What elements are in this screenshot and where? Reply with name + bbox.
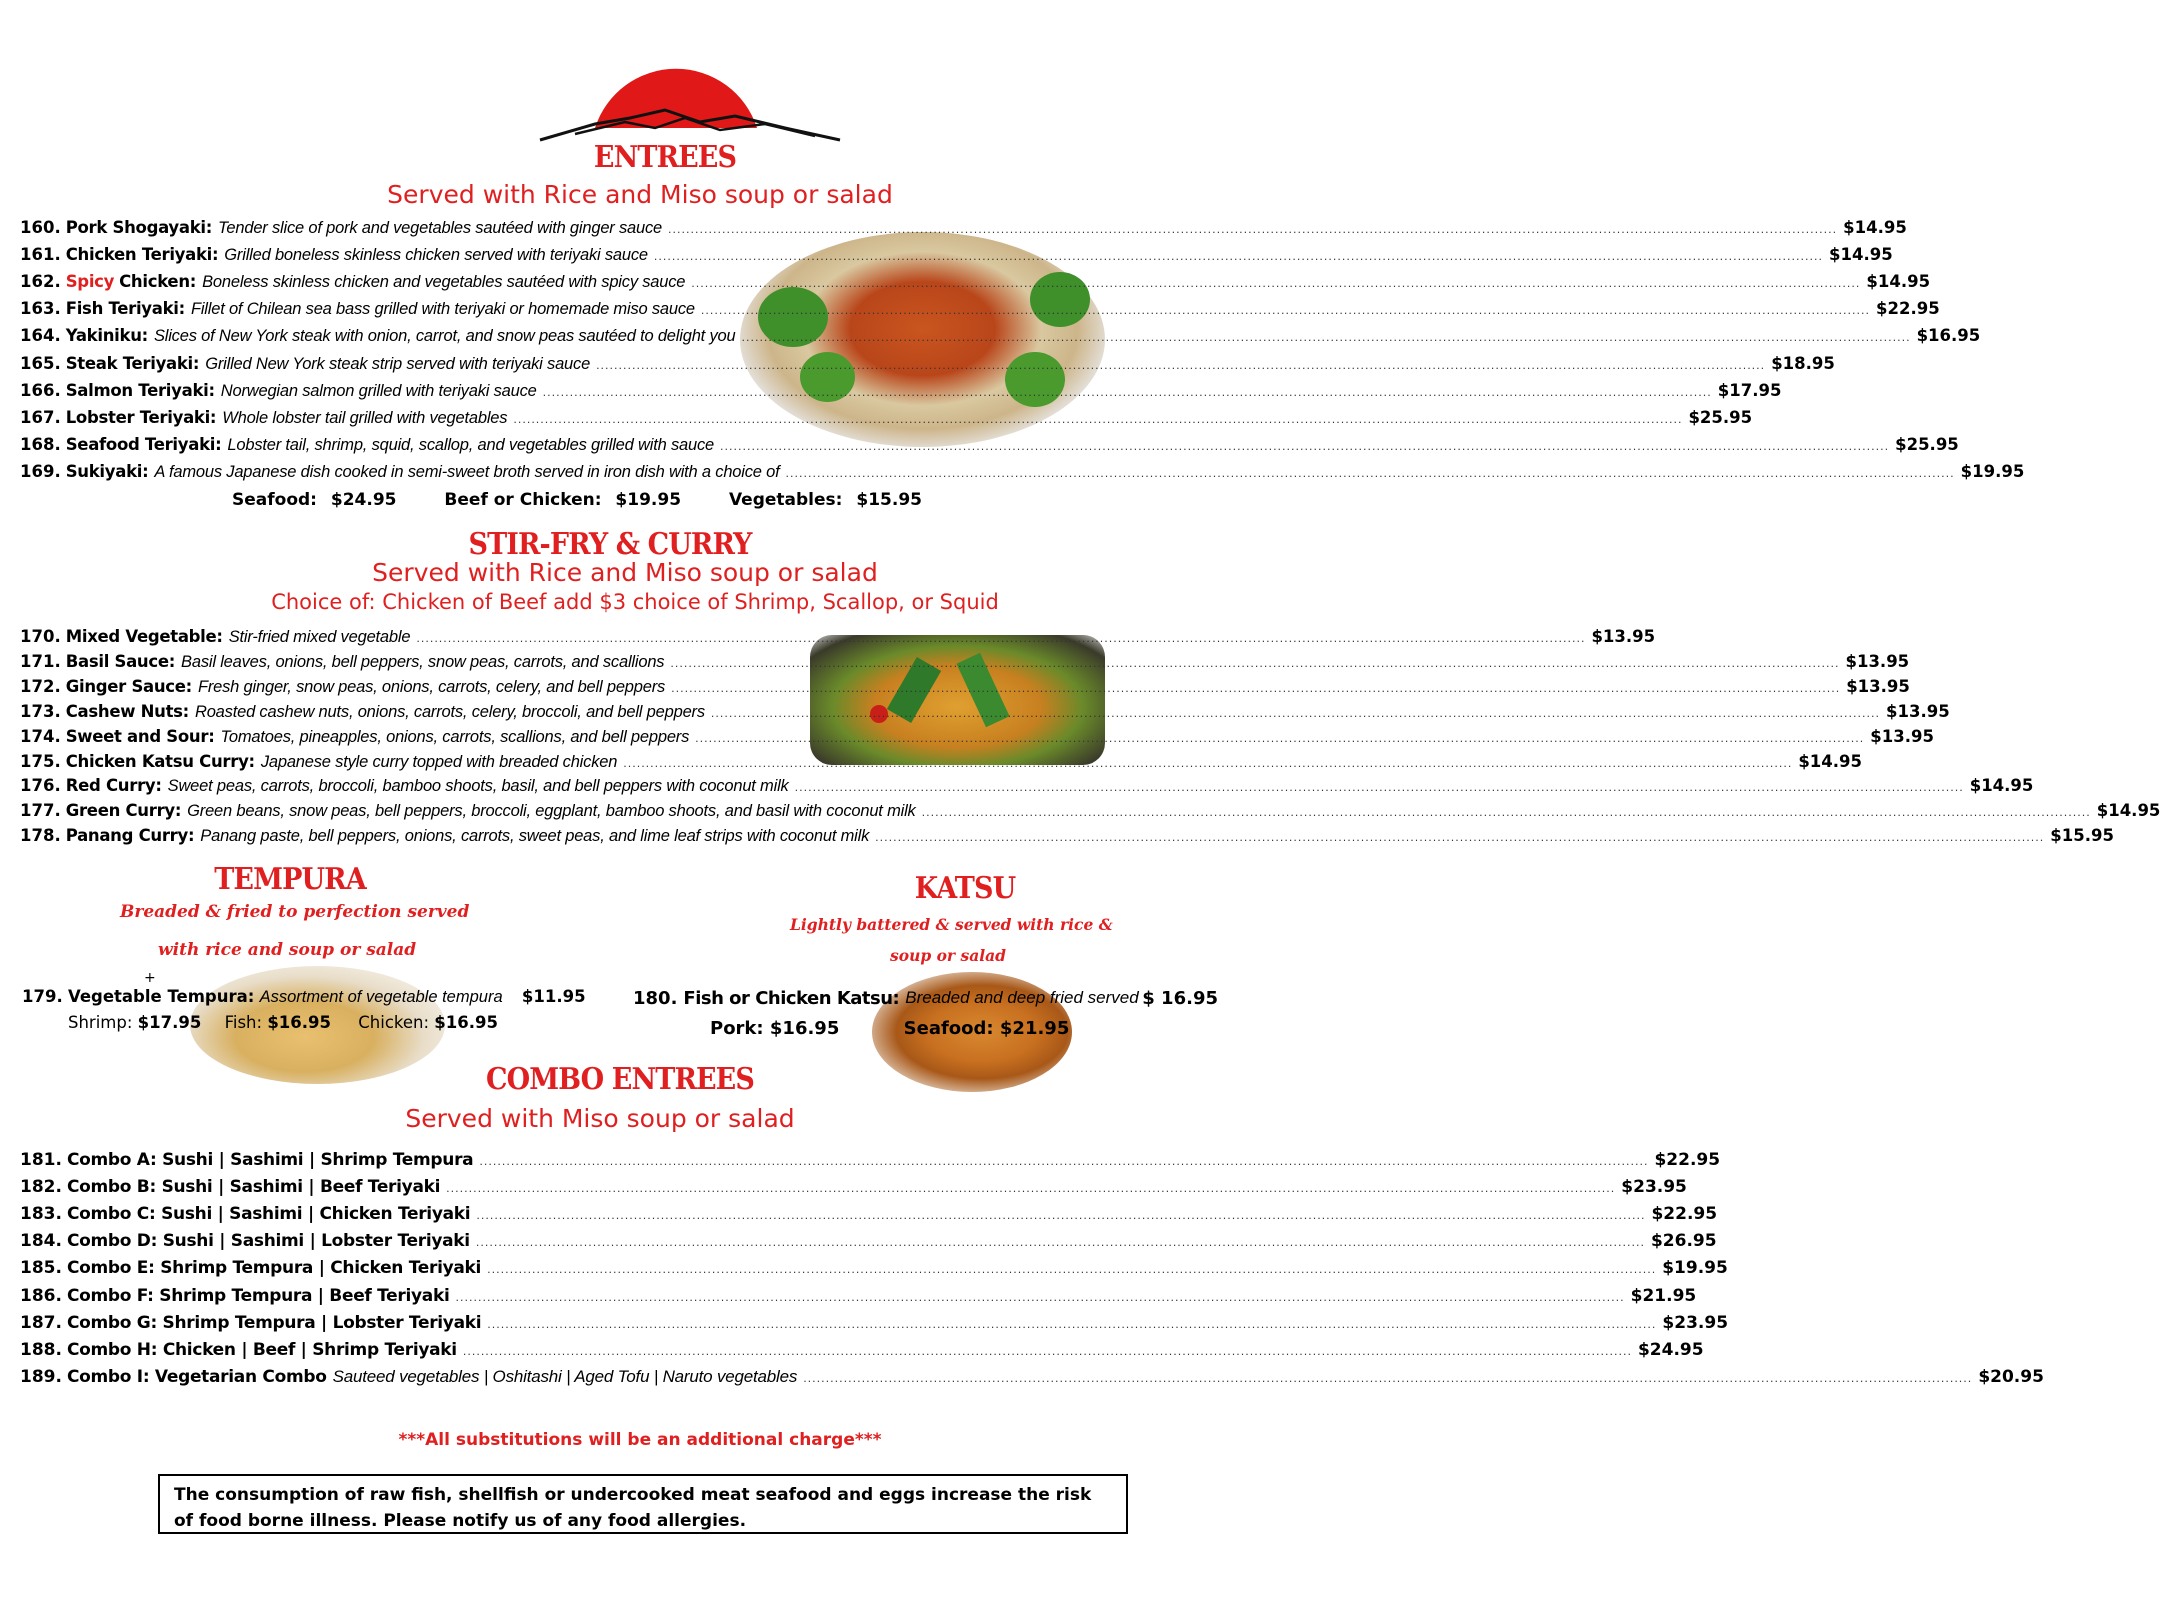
item-number: 163. (20, 299, 61, 319)
item-price: $13.95 (1886, 701, 1950, 721)
item-number: 173. (20, 701, 61, 721)
dot-leader: .................................................................................................................................................................................................................................................................... (719, 439, 1890, 453)
entrees-subtitle: Served with Rice and Miso soup or salad (387, 180, 893, 209)
item-price: $25.95 (1688, 407, 1753, 427)
dot-leader: .................................................................................................................................................................................................................................................................... (670, 656, 1840, 670)
item-description: Sweet peas, carrots, broccoli, bamboo shoots, basil, and bell peppers with coconut milk (167, 777, 789, 796)
item-description: Green beans, snow peas, bell peppers, broccoli, eggplant, bamboo shoots, and basil with coconut milk (187, 802, 916, 821)
item-number: 187. (20, 1312, 62, 1333)
item-price: $14.95 (1866, 272, 1931, 292)
entree-row (20, 407, 1753, 434)
item-name: Combo B: Sushi | Sashimi | Beef Teriyaki (66, 1177, 441, 1198)
item-price: $23.95 (1621, 1177, 1687, 1198)
katsu-pork-price: $16.95 (769, 1018, 840, 1039)
item-number: 182. (20, 1177, 62, 1198)
item-number: 171. (20, 651, 61, 671)
item-description: Tomatoes, pineapples, onions, carrots, scallions, and bell peppers (220, 727, 690, 746)
combo-subtitle: Served with Miso soup or salad (405, 1104, 795, 1133)
item-description: Fresh ginger, snow peas, onions, carrots, celery, and bell peppers (197, 677, 666, 696)
entree-row (20, 353, 1835, 380)
dot-leader: .................................................................................................................................................................................................................................................................... (671, 681, 1841, 695)
item-price: $19.95 (1960, 461, 2025, 481)
dot-leader: .................................................................................................................................................................................................................................................................... (875, 831, 2045, 845)
item-number: 167. (20, 407, 61, 427)
item-number: 169. (20, 461, 61, 481)
tempura-title: TEMPURA (214, 862, 366, 897)
katsu-item-num: 180. (633, 988, 678, 1009)
combo-row (20, 1150, 1721, 1176)
item-number: 162. (20, 272, 61, 292)
sukiyaki-veg-price: $15.95 (856, 490, 922, 510)
stirfry-row (20, 726, 1934, 753)
item-number: 161. (20, 245, 61, 265)
dot-leader: .................................................................................................................................................................................................................................................................... (513, 412, 1683, 426)
katsu-item-name: Fish or Chicken Katsu: (683, 988, 900, 1009)
stirfry-title: STIR-FRY & CURRY (468, 527, 752, 562)
item-name: Combo H: Chicken | Beef | Shrimp Teriyaki (66, 1339, 457, 1360)
tempura-fish-price: $16.95 (267, 1013, 331, 1032)
entree-row (20, 218, 1907, 244)
dot-leader: .................................................................................................................................................................................................................................................................... (462, 1344, 1632, 1358)
sukiyaki-veg-label: Vegetables: (728, 490, 843, 510)
dot-leader: .................................................................................................................................................................................................................................................................... (668, 223, 1838, 236)
combo-row (20, 1285, 1697, 1312)
item-name: Ginger Sauce: (65, 676, 192, 696)
entree-row (20, 380, 1782, 407)
sukiyaki-options (232, 490, 922, 510)
item-name: Salmon Teriyaki: (65, 380, 215, 400)
katsu-options (710, 1018, 1069, 1039)
sukiyaki-beef-price: $19.95 (615, 490, 682, 510)
tempura-options (68, 1013, 498, 1032)
dot-leader: .................................................................................................................................................................................................................................................................... (691, 277, 1861, 291)
item-number: 172. (20, 676, 61, 696)
dot-leader: .................................................................................................................................................................................................................................................................... (700, 304, 1871, 318)
stirfry-row (20, 826, 2114, 852)
stirfry-choice-note: Choice of: Chicken of Beef add $3 choice of Shrimp, Scallop, or Squid (271, 590, 999, 614)
item-description: Grilled boneless skinless chicken served with teriyaki sauce (224, 246, 648, 265)
item-number: 189. (20, 1366, 62, 1387)
item-name: Pork Shogayaki: (65, 218, 213, 237)
combo-row (20, 1366, 2044, 1393)
item-number: 166. (20, 380, 61, 400)
item-description: Japanese style curry topped with breaded chicken (260, 752, 618, 771)
stirfry-subtitle: Served with Rice and Miso soup or salad (372, 558, 878, 587)
item-name: Sukiyaki: (65, 461, 149, 481)
item-name: Combo E: Shrimp Tempura | Chicken Teriyaki (66, 1258, 482, 1279)
dot-leader: .................................................................................................................................................................................................................................................................... (479, 1155, 1649, 1168)
tempura-tagline-1: Breaded & fried to perfection served (120, 902, 470, 922)
item-description: Stir-fried mixed vegetable (228, 628, 411, 646)
dot-leader: .................................................................................................................................................................................................................................................................... (476, 1209, 1646, 1223)
item-number: 177. (20, 801, 61, 821)
item-name: Fish Teriyaki: (65, 299, 185, 319)
tempura-plus-mark: + (144, 970, 156, 986)
item-number: 185. (20, 1258, 62, 1279)
entree-row (20, 461, 2025, 488)
stirfry-row (20, 651, 1910, 678)
katsu-pork-label: Pork: (710, 1018, 764, 1039)
stirfry-row (20, 676, 1910, 703)
item-number: 188. (20, 1339, 62, 1360)
dot-leader: .................................................................................................................................................................................................................................................................... (794, 781, 1964, 795)
item-name: Steak Teriyaki: (65, 353, 200, 373)
item-description: Roasted cashew nuts, onions, carrots, celery, broccoli, and bell peppers (194, 702, 705, 721)
item-price: $25.95 (1895, 434, 1959, 454)
entree-row (20, 434, 1959, 461)
food-allergy-disclaimer: The consumption of raw fish, shellfish or undercooked meat seafood and eggs increase the risk of food borne illness. Please notify us of any food allergies. (158, 1474, 1128, 1534)
katsu-item (633, 988, 1218, 1009)
item-number: 165. (20, 353, 61, 373)
item-description: Sauteed vegetables | Oshitashi | Aged Tofu | Naruto vegetables (332, 1366, 798, 1386)
item-price: $18.95 (1771, 353, 1835, 373)
stirfry-row (20, 627, 1656, 653)
dot-leader: .................................................................................................................................................................................................................................................................... (455, 1290, 1625, 1304)
combo-row (20, 1231, 1717, 1257)
item-name: Chicken: (119, 272, 197, 292)
tempura-shrimp-label: Shrimp: (68, 1013, 133, 1032)
item-name: Combo I: Vegetarian Combo (66, 1366, 327, 1387)
item-description: Boneless skinless chicken and vegetables sautéed with spicy sauce (202, 273, 686, 292)
entree-row (20, 299, 1940, 325)
katsu-seafood-price: $21.95 (999, 1018, 1070, 1039)
dot-leader: .................................................................................................................................................................................................................................................................... (446, 1182, 1616, 1196)
item-price: $13.95 (1846, 676, 1910, 696)
item-name: Sweet and Sour: (65, 726, 215, 746)
dot-leader: .................................................................................................................................................................................................................................................................... (416, 632, 1586, 645)
item-description: Whole lobster tail grilled with vegetables (222, 408, 508, 427)
katsu-tagline-1: Lightly battered & served with rice & (790, 915, 1113, 934)
item-number: 160. (20, 218, 61, 237)
item-price: $13.95 (1870, 726, 1934, 746)
item-number: 183. (20, 1204, 62, 1225)
tempura-item-desc: Assortment of vegetable tempura (259, 988, 503, 1006)
item-description: Panang paste, bell peppers, onions, carrots, sweet peas, and lime leaf strips with coconut milk (200, 827, 870, 846)
item-description: Slices of New York steak with onion, carrot, and snow peas sautéed to delight you (153, 327, 736, 346)
entrees-title: ENTREES (593, 140, 737, 175)
item-price: $15.95 (2050, 826, 2114, 846)
dot-leader: .................................................................................................................................................................................................................................................................... (623, 756, 1793, 770)
item-name: Mixed Vegetable: (65, 627, 223, 646)
tempura-fish-label: Fish: (224, 1013, 263, 1032)
dot-leader: .................................................................................................................................................................................................................................................................... (695, 731, 1865, 745)
item-price: $14.95 (1829, 245, 1893, 265)
tempura-item-price: $11.95 (521, 987, 586, 1006)
stirfry-row (20, 801, 2160, 827)
item-number: 178. (20, 826, 61, 846)
item-name: Cashew Nuts: (65, 701, 189, 721)
item-name: Seafood Teriyaki: (65, 434, 222, 454)
item-price: $13.95 (1845, 651, 1910, 671)
tempura-chicken-price: $16.95 (434, 1013, 498, 1032)
dot-leader: .................................................................................................................................................................................................................................................................... (542, 385, 1712, 399)
item-number: 175. (20, 751, 61, 771)
tempura-chicken-label: Chicken: (358, 1013, 430, 1032)
item-description: Tender slice of pork and vegetables sautéed with ginger sauce (218, 219, 663, 237)
katsu-item-price: $ 16.95 (1142, 988, 1218, 1009)
combo-row (20, 1177, 1687, 1203)
katsu-seafood-label: Seafood: (903, 1018, 994, 1039)
item-name: Panang Curry: (65, 826, 195, 846)
combo-row (20, 1312, 1729, 1339)
tempura-shrimp-price: $17.95 (137, 1013, 202, 1032)
item-description: Lobster tail, shrimp, squid, scallop, and vegetables grilled with sauce (227, 435, 714, 454)
item-price: $23.95 (1662, 1312, 1729, 1333)
item-name: Red Curry: (65, 776, 162, 796)
item-price: $14.95 (2096, 801, 2160, 821)
dot-leader: .................................................................................................................................................................................................................................................................... (803, 1371, 1973, 1385)
katsu-item-desc: Breaded and deep fried served (905, 988, 1139, 1007)
item-price: $24.95 (1637, 1339, 1704, 1360)
item-price: $22.95 (1876, 299, 1940, 319)
katsu-tagline-2: soup or salad (890, 946, 1007, 965)
item-name: Combo F: Shrimp Tempura | Beef Teriyaki (66, 1285, 450, 1306)
combo-row (20, 1339, 1704, 1366)
item-description: Grilled New York steak strip served with teriyaki sauce (205, 354, 591, 373)
item-name: Green Curry: (65, 801, 182, 821)
item-name: Combo A: Sushi | Sashimi | Shrimp Tempura (66, 1150, 474, 1170)
item-description: A famous Japanese dish cooked in semi-sweet broth served in iron dish with a choice of (154, 462, 780, 481)
dot-leader: .................................................................................................................................................................................................................................................................... (785, 466, 1955, 480)
mountain-sun-logo-icon (535, 88, 845, 148)
item-name: Combo C: Sushi | Sashimi | Chicken Teriyaki (66, 1204, 471, 1225)
dot-leader: .................................................................................................................................................................................................................................................................... (596, 358, 1766, 372)
item-number: 170. (20, 627, 61, 646)
item-price: $22.95 (1651, 1204, 1718, 1225)
item-number: 176. (20, 776, 61, 796)
item-name: Combo G: Shrimp Tempura | Lobster Teriyaki (66, 1312, 482, 1333)
item-number: 186. (20, 1285, 62, 1306)
item-price: $21.95 (1630, 1285, 1697, 1306)
dot-leader: .................................................................................................................................................................................................................................................................... (653, 250, 1824, 264)
item-price: $22.95 (1654, 1150, 1721, 1170)
combo-row (20, 1258, 1728, 1284)
item-name: Chicken Teriyaki: (65, 245, 219, 265)
item-price: $19.95 (1662, 1258, 1728, 1279)
item-price: $14.95 (1798, 751, 1862, 771)
dot-leader: .................................................................................................................................................................................................................................................................... (741, 331, 1911, 345)
item-description: Fillet of Chilean sea bass grilled with teriyaki or homemade miso sauce (190, 300, 695, 319)
item-name: Lobster Teriyaki: (65, 407, 217, 427)
item-number: 181. (20, 1150, 62, 1170)
dot-leader: .................................................................................................................................................................................................................................................................... (921, 806, 2091, 820)
stirfry-row (20, 751, 1862, 778)
entree-row (20, 245, 1893, 271)
dot-leader: .................................................................................................................................................................................................................................................................... (487, 1317, 1657, 1331)
entree-row (20, 272, 1931, 298)
dot-leader: .................................................................................................................................................................................................................................................................... (487, 1263, 1657, 1277)
substitution-note: ***All substitutions will be an additional charge*** (398, 1430, 882, 1450)
item-price: $20.95 (1978, 1366, 2044, 1387)
item-description: Norwegian salmon grilled with teriyaki sauce (220, 381, 537, 400)
dot-leader: .................................................................................................................................................................................................................................................................... (710, 706, 1881, 720)
combo-title: COMBO ENTREES (486, 1062, 754, 1097)
item-name: Chicken Katsu Curry: (65, 751, 255, 771)
item-number: 174. (20, 726, 61, 746)
item-name: Yakiniku: (65, 326, 148, 346)
katsu-title: KATSU (914, 871, 1016, 906)
item-name: Basil Sauce: (65, 651, 176, 671)
sukiyaki-seafood-price: $24.95 (330, 490, 397, 510)
item-price: $14.95 (1969, 776, 2034, 796)
tempura-item-num: 179. (22, 987, 63, 1006)
item-price: $14.95 (1843, 218, 1907, 237)
dot-leader: .................................................................................................................................................................................................................................................................... (475, 1236, 1645, 1250)
item-number: 168. (20, 434, 61, 454)
sukiyaki-seafood-label: Seafood: (232, 490, 317, 510)
combo-row (20, 1204, 1718, 1230)
item-price: $13.95 (1591, 627, 1656, 646)
item-name-highlight: Spicy (65, 272, 115, 292)
tempura-item (22, 987, 586, 1007)
stirfry-row (20, 701, 1950, 728)
item-description: Basil leaves, onions, bell peppers, snow peas, carrots, and scallions (181, 652, 665, 671)
tempura-tagline-2: with rice and soup or salad (158, 940, 417, 960)
item-number: 164. (20, 326, 61, 346)
item-price: $16.95 (1916, 326, 1981, 346)
item-price: $17.95 (1717, 380, 1782, 400)
tempura-item-name: Vegetable Tempura: (67, 987, 255, 1006)
stirfry-row (20, 776, 2034, 802)
item-price: $26.95 (1650, 1231, 1717, 1252)
sukiyaki-beef-label: Beef or Chicken: (444, 490, 602, 510)
entree-row (20, 326, 1981, 352)
item-number: 184. (20, 1231, 62, 1252)
item-name: Combo D: Sushi | Sashimi | Lobster Teriyaki (66, 1231, 470, 1252)
